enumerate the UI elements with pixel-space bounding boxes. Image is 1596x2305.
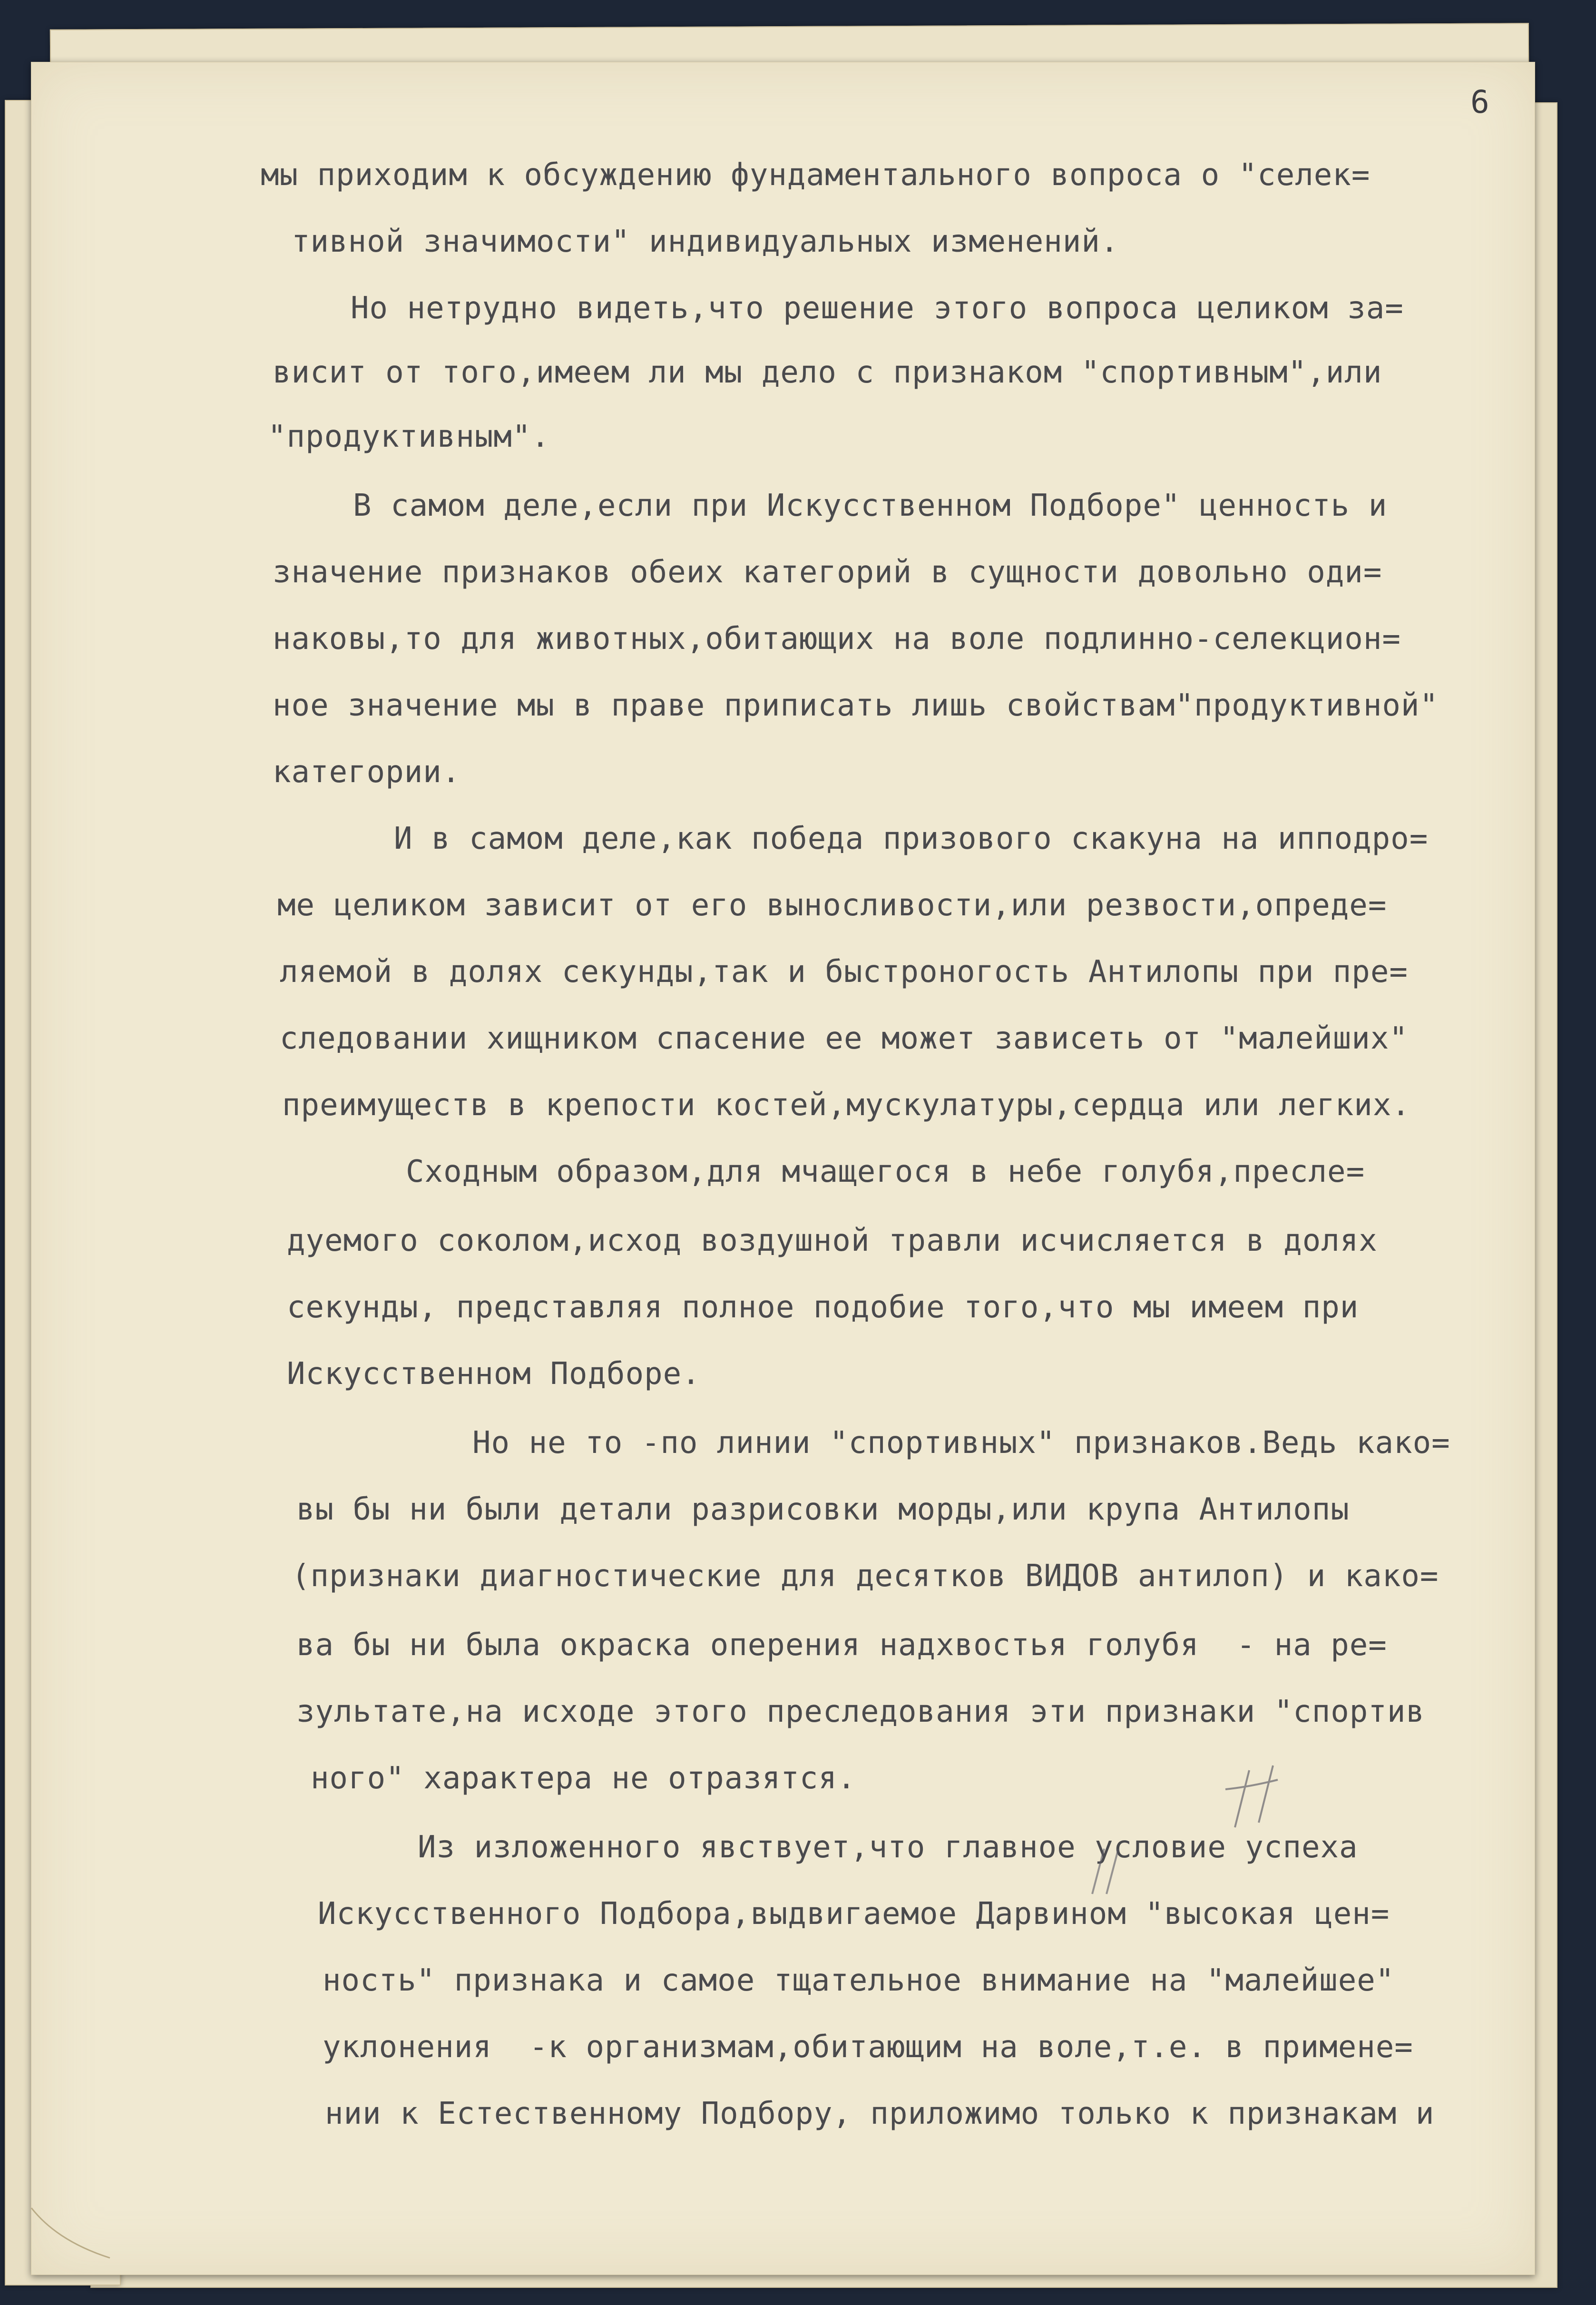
text-line: категории.	[273, 755, 461, 790]
text-line: висит от того,имеем ли мы дело с признаком "спортивным",или	[273, 355, 1382, 390]
text-line: наковы,то для животных,обитающих на воле подлинно-селекцион=	[273, 621, 1401, 657]
text-line: ме целиком зависит от его выносливости,или резвости,опреде=	[277, 888, 1387, 923]
text-line: значение признаков обеих категорий в сущности довольно оди=	[273, 555, 1382, 590]
text-line: ляемой в долях секунды,так и быстроногость Антилопы при пре=	[280, 954, 1408, 990]
text-line: В самом деле,если при Искусственном Подборе" ценность и	[353, 488, 1388, 523]
text-line: ного" характера не отразятся.	[311, 1761, 856, 1796]
text-line: "продуктивным".	[268, 419, 550, 454]
text-line: Искусственного Подбора,выдвигаемое Дарвином "высокая цен=	[318, 1896, 1390, 1932]
text-line: ность" признака и самое тщательное внимание на "малейшее"	[323, 1963, 1395, 1998]
text-line: ва бы ни была окраска оперения надхвостья голубя - на ре=	[296, 1628, 1387, 1663]
text-line: (признаки диагностические для десятков ВИДОВ антилоп) и како=	[292, 1559, 1439, 1594]
text-line: И в самом деле,как победа призового скакуна на ипподро=	[394, 821, 1429, 856]
text-line: Из изложенного явствует,что главное условие успеха	[418, 1830, 1358, 1865]
page-crease-icon	[29, 2203, 115, 2260]
text-line: тивной значимости" индивидуальных изменений.	[292, 224, 1119, 259]
pencil-mark-icon	[1216, 1761, 1283, 1832]
page-number: 6	[1470, 84, 1489, 120]
text-line: Но не то -по линии "спортивных" признаков.Ведь како=	[472, 1425, 1450, 1461]
text-line: вы бы ни были детали разрисовки морды,или крупа Антилопы	[296, 1492, 1350, 1527]
pencil-mark-icon	[1078, 1842, 1126, 1899]
text-line: следовании хищником спасение ее может зависеть от "малейших"	[280, 1021, 1408, 1056]
text-line: Но нетрудно видеть,что решение этого вопроса целиком за=	[351, 291, 1404, 326]
text-line: Сходным образом,для мчащегося в небе голубя,пресле=	[406, 1154, 1365, 1189]
text-line: секунды, представляя полное подобие того,что мы имеем при	[287, 1290, 1359, 1325]
document-page	[31, 62, 1535, 2275]
text-line: мы приходим к обсуждению фундаментального вопроса о "селек=	[261, 157, 1371, 193]
text-line: зультате,на исходе этого преследования эти признаки "спортив	[296, 1694, 1425, 1729]
text-line: Искусственном Подборе.	[287, 1356, 701, 1392]
text-line: дуемого соколом,исход воздушной травли исчисляется в долях	[287, 1223, 1378, 1258]
text-line: уклонения -к организмам,обитающим на воле,т.е. в примене=	[323, 2030, 1413, 2065]
text-line: ное значение мы в праве приписать лишь свойствам"продуктивной"	[273, 688, 1439, 723]
text-line: преимуществ в крепости костей,мускулатуры,сердца или легких.	[282, 1088, 1410, 1123]
text-line: нии к Естественному Подбору, приложимо только к признакам и	[325, 2096, 1435, 2131]
